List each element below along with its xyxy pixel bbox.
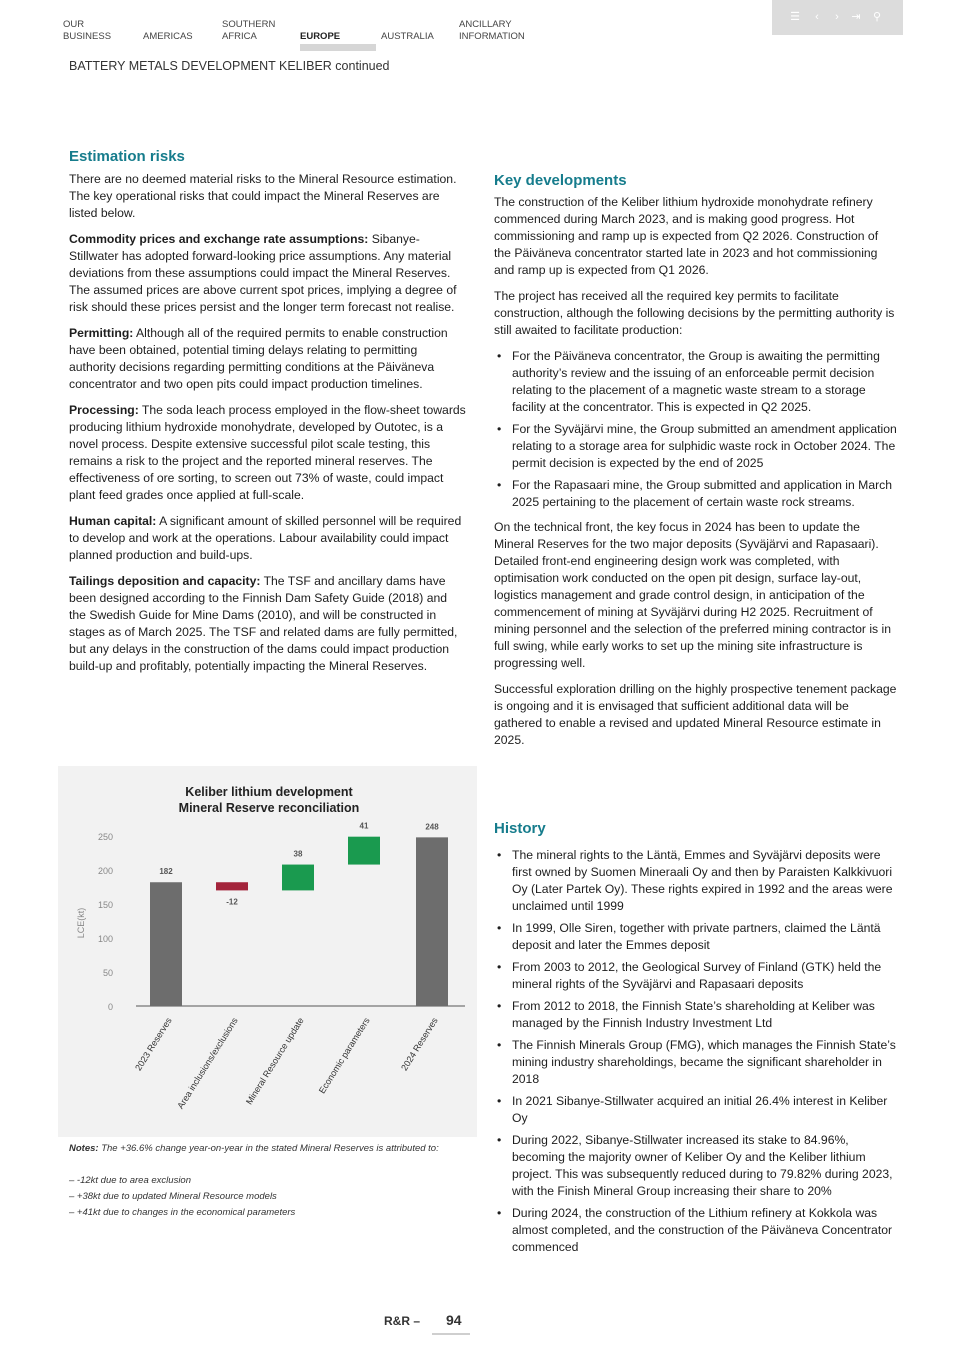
list-item: • For the Päiväneva concentrator, the Group is awaiting the permitting authority’s review and the issuing of an enforceable permit decision relating to the placement of a magnetic waste stream to a storage facility at the concentrator. This is expected in Q2 2025. xyxy=(494,348,898,416)
waterfall-chart xyxy=(58,766,477,1137)
chevron-right-icon[interactable]: › xyxy=(835,11,839,23)
bar-value-label: -12 xyxy=(226,897,238,907)
nav-australia[interactable]: AUSTRALIA xyxy=(381,31,434,42)
key-developments-title: Key developments xyxy=(494,172,627,189)
risk-body: A significant amount of skilled personnel will be required to develop and work at the operations. Labour availability could impact planned production and build-ups. xyxy=(69,514,462,562)
toolbar xyxy=(772,0,903,35)
page-number: 94 xyxy=(446,1312,462,1328)
notes-item: – +38kt due to updated Mineral Resource models xyxy=(69,1191,277,1202)
risk-body: The TSF and ancillary dams have been designed according to the Finnish Dam Safety Guide (2018) and the Swedish Guide for Mine Dams (2010), and will be constructed in stages as of March 2025. The TSF and related dams are fully permitted, but any delays in the construction of the dams could impact production build-up and profitably, potentially impacting the Mineral Reserves. xyxy=(69,574,458,673)
list-item: • For the Syväjärvi mine, the Group submitted an amendment application relating to a storage area for sulphidic waste rock in October 2024. The permit decision is expected by the end of 2025 xyxy=(494,421,898,472)
key-paragraph-2: The project has received all the required key permits to facilitate construction, although the following decisions by the permitting authority is still awaited to facilitate production: xyxy=(494,289,895,337)
risk-body: Although all of the required permits to enable construction have been obtained, potential timing delays relating to permitting authority decisions regarding permitting conditions at the Päiväneva concentrator and two open pits could impact production timelines. xyxy=(69,326,448,391)
left-column xyxy=(69,171,467,684)
section-header: BATTERY METALS DEVELOPMENT KELIBER continued xyxy=(69,59,390,73)
notes-label: Notes: xyxy=(69,1143,99,1154)
risk-paragraph xyxy=(69,325,467,393)
footer-label: R&R – xyxy=(384,1314,421,1328)
chevron-left-icon[interactable]: ‹ xyxy=(815,11,819,23)
chart-bar xyxy=(416,837,448,1006)
y-tick-label: 150 xyxy=(97,900,113,910)
risk-paragraph xyxy=(69,402,467,504)
right-column xyxy=(494,194,898,758)
nav-active-indicator xyxy=(300,44,376,51)
exit-icon[interactable]: ⇥ xyxy=(851,11,861,23)
chart-title: Keliber lithium development xyxy=(185,785,353,799)
list-item: • The mineral rights to the Läntä, Emmes and Syväjärvi deposits were first owned by Suomen Mineraali Oy and then by Paraisten Kalkkivuori Oy (Later Partek Oy). These rights expired in 1992 and the areas were unclaimed until 1999 xyxy=(494,847,898,915)
key-paragraph-3: On the technical front, the key focus in 2024 has been to update the Mineral Reserves for the two major deposits (Syväjärvi and Rapasaari). Detailed front-end engineering design work was completed, with optimisation work conducted on the open pit design, surface lay-out, logistics management and grade control design, in anticipation of the commencement of mining at Syväjärvi during H2 2025. Recruitment of mining personnel and the selection of the preferred mining contractor is in full swing, while early works to set up the mining site infrastructure is progressing well. xyxy=(494,520,891,670)
x-tick-label: 2023 Reserves xyxy=(133,1015,174,1073)
bar-value-label: 248 xyxy=(425,822,439,832)
x-tick-label: 2024 Reserves xyxy=(399,1015,440,1073)
chart-notes xyxy=(69,1142,469,1220)
bar-value-label: 182 xyxy=(159,867,173,877)
menu-icon[interactable]: ☰ xyxy=(790,11,800,23)
risk-heading: Commodity prices and exchange rate assumptions: xyxy=(69,232,369,246)
list-item: • In 2021 Sibanye-Stillwater acquired an initial 26.4% interest in Keliber Oy xyxy=(494,1093,898,1127)
y-tick-label: 200 xyxy=(97,866,113,876)
risk-heading: Processing: xyxy=(69,403,139,417)
y-tick-label: 50 xyxy=(102,968,113,978)
list-item: • During 2022, Sibanye-Stillwater increased its stake to 84.96%, becoming the majority owner of Keliber Oy and the Keliber lithium project. This was subsequently reduced during to 79.82% during 2023, with the Finish Mineral Group increasing their share to 20% xyxy=(494,1132,898,1200)
nav-southern-africa[interactable]: SOUTHERN AFRICA xyxy=(222,19,276,42)
search-icon[interactable]: ⚲ xyxy=(872,11,882,23)
chart-panel xyxy=(58,766,477,1137)
estimation-risks-title: Estimation risks xyxy=(69,148,185,165)
x-tick-label: Mineral Resource update xyxy=(243,1015,306,1107)
list-item: • During 2024, the construction of the Lithium refinery at Kokkola was almost completed, and the construction of the Päiväneva Concentrator commenced xyxy=(494,1205,898,1256)
y-axis-label: LCE(kt) xyxy=(76,907,86,939)
history-bullets xyxy=(494,847,898,1256)
nav-ancillary-information[interactable]: ANCILLARY INFORMATION xyxy=(459,19,525,42)
risk-heading: Tailings deposition and capacity: xyxy=(69,574,261,588)
bar-value-label: 41 xyxy=(359,821,369,831)
nav-europe[interactable]: EUROPE xyxy=(300,31,341,42)
list-item: • From 2003 to 2012, the Geological Survey of Finland (GTK) held the mineral rights of the Syväjärvi and Rapasaari deposits xyxy=(494,959,898,993)
risk-body: The soda leach process employed in the flow-sheet towards producing lithium hydroxide monohydrate, developed by Outotec, is a novel process. Despite extensive successful pilot scale testing, this remains a risk to the project and the reported mineral reserves. The effectiveness of ore sorting, to screen out 73% of waste, could impact plant feed grades once applied at full-scale. xyxy=(69,403,466,502)
history-column xyxy=(494,847,898,1264)
risk-paragraph xyxy=(69,513,467,564)
risk-paragraph xyxy=(69,573,467,675)
key-paragraph-1: The construction of the Keliber lithium hydroxide monohydrate refinery commenced during March 2023, and is making good progress. Hot commissioning and ramp up is expected from Q2 2026. Construction of the Päiväneva concentrator started late in 2023 and hot commissioning and ramp up is expected from Q1 2026. xyxy=(494,195,879,277)
x-tick-label: Area inclusions/exclusions xyxy=(175,1015,240,1111)
nav-americas[interactable]: AMERICAS xyxy=(143,31,193,42)
y-tick-label: 0 xyxy=(107,1002,113,1012)
list-item: • The Finnish Minerals Group (FMG), which manages the Finnish State’s mining industry shareholdings, became the significant shareholder in 2018 xyxy=(494,1037,898,1088)
key-paragraph-4: Successful exploration drilling on the highly prospective tenement package is ongoing and it is envisaged that sufficient additional data will be gathered to enable a revised and updated Mineral Resource estimate in 2025. xyxy=(494,682,897,747)
chart-bar xyxy=(348,837,380,865)
risk-body: Sibanye-Stillwater has adopted forward-looking price assumptions. Any material deviations from these assumptions could impact the Mineral Reserves. The assumed prices are above current spot prices, implying a degree of risk should these prices persist and the longer term forecast not realise. xyxy=(69,232,457,314)
y-tick-label: 250 xyxy=(97,832,113,842)
estimation-intro: There are no deemed material risks to the Mineral Resource estimation. The key operational risks that could impact the Mineral Reserves are listed below. xyxy=(69,172,457,220)
notes-text: The +36.6% change year-on-year in the stated Mineral Reserves is attributed to: xyxy=(98,1143,439,1154)
x-tick-label: Economic parameters xyxy=(316,1015,372,1096)
risk-paragraph xyxy=(69,231,467,316)
chart-bar xyxy=(282,865,314,891)
notes-item: – -12kt due to area exclusion xyxy=(69,1175,191,1186)
y-tick-label: 100 xyxy=(97,934,113,944)
bar-value-label: 38 xyxy=(293,849,303,859)
key-bullets xyxy=(494,348,898,511)
chart-bar xyxy=(150,882,182,1006)
risk-heading: Human capital: xyxy=(69,514,157,528)
history-title: History xyxy=(494,820,546,837)
chart-bar xyxy=(216,882,248,890)
chart-title: Mineral Reserve reconciliation xyxy=(178,801,360,815)
list-item: • For the Rapasaari mine, the Group submitted and application in March 2025 pertaining to the placement of certain waste rock streams. xyxy=(494,477,898,511)
footer-divider xyxy=(432,1333,470,1335)
notes-item: – +41kt due to changes in the economical parameters xyxy=(69,1207,296,1218)
list-item: • From 2012 to 2018, the Finnish State’s shareholding at Keliber was managed by the Finnish Industry Investment Ltd xyxy=(494,998,898,1032)
risk-heading: Permitting: xyxy=(69,326,134,340)
list-item: • In 1999, Olle Siren, together with private partners, claimed the Läntä deposit and later the Emmes deposit xyxy=(494,920,898,954)
nav-our-business[interactable]: OUR BUSINESS xyxy=(63,19,112,42)
